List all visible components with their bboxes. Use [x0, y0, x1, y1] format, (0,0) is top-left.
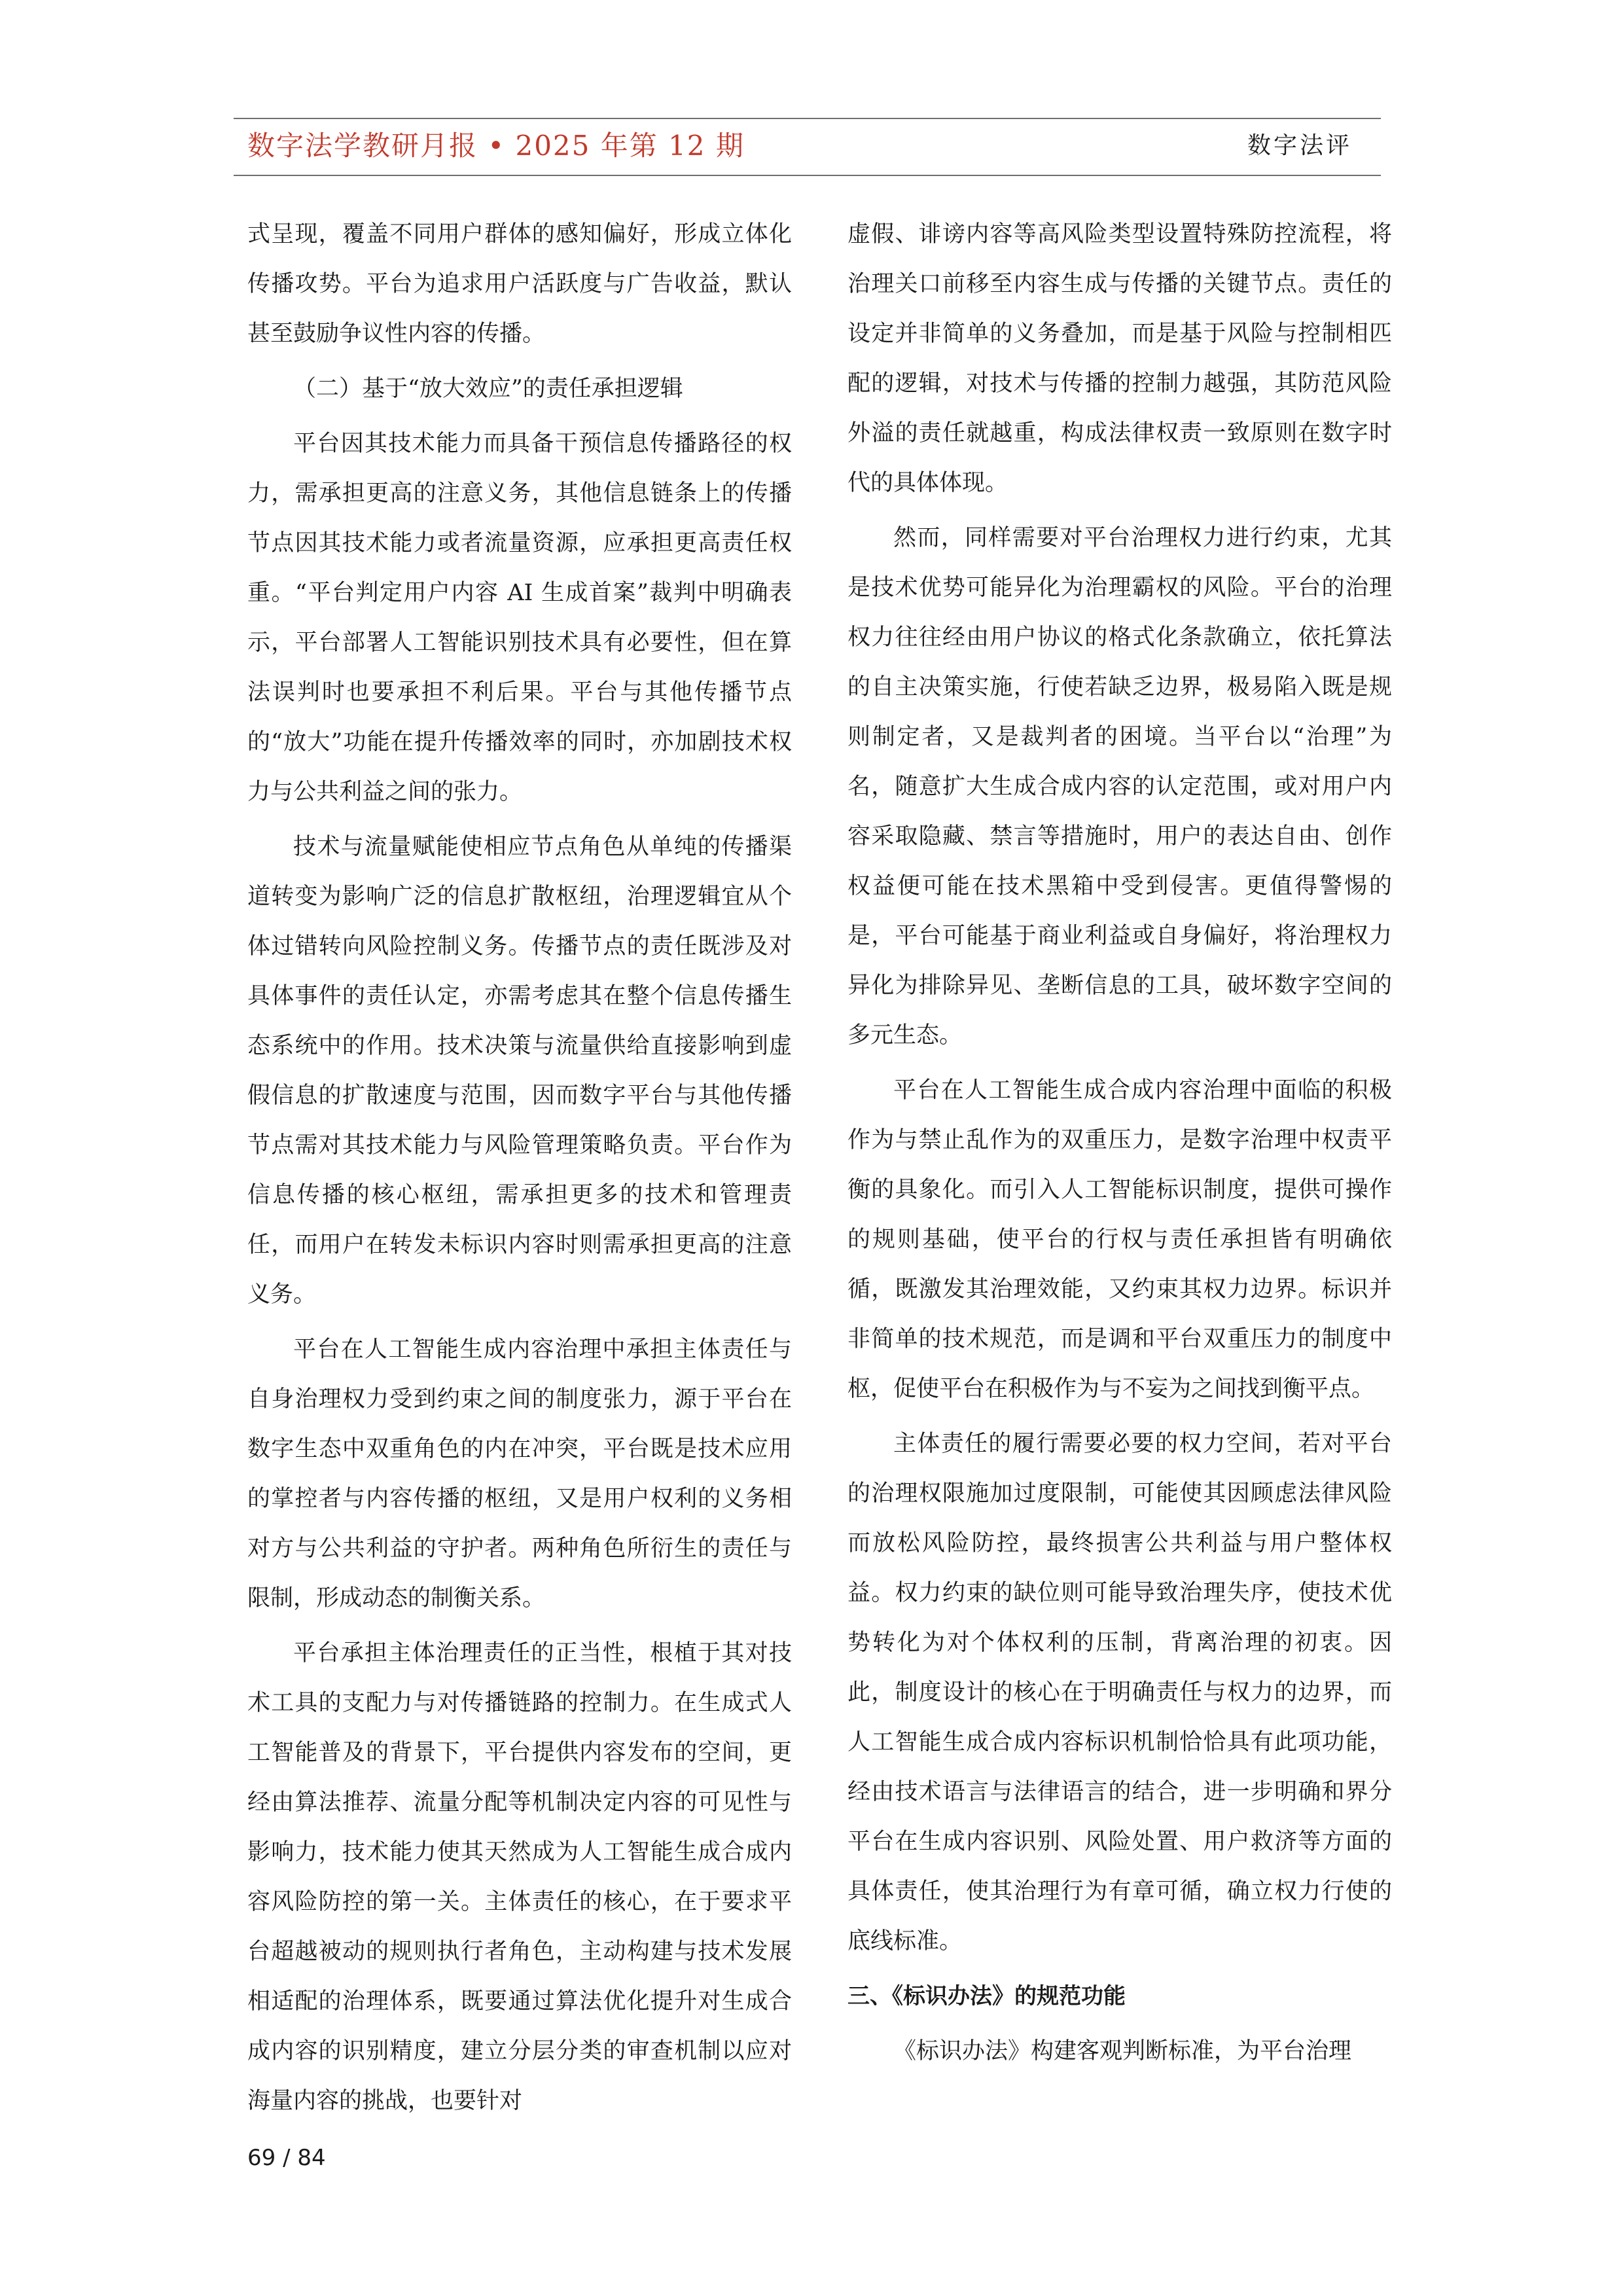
paragraph: 虚假、诽谤内容等高风险类型设置特殊防控流程，将治理关口前移至内容生成与传播的关键节点。责任的设定并非简单的义务叠加，而是基于风险与控制相匹配的逻辑，对技术与传播的控制力越强，其防范风险外溢的责任就越重，构成法律权责一致原则在数字时代的具体体现。: [847, 221, 1392, 496]
paragraph: 然而，同样需要对平台治理权力进行约束，尤其是技术优势可能异化为治理霸权的风险。平台的治理权力往往经由用户协议的格式化条款确立，依托算法的自主决策实施，行使若缺乏边界，极易陷入既是规则制定者，又是裁判者的困境。当平台以“治理”为名，随意扩大生成合成内容的认定范围，或对用户内容采取隐藏、禁言等措施时，用户的表达自由、创作权益便可能在技术黑箱中受到侵害。更值得警惕的是，平台可能基于商业利益或自身偏好，将治理权力异化为排除异见、垄断信息的工具，破坏数字空间的多元生态。: [847, 525, 1392, 1049]
paragraph: 平台承担主体治理责任的正当性，根植于其对技术工具的支配力与对传播链路的控制力。在生成式人工智能普及的背景下，平台提供内容发布的空间，更经由算法推荐、流量分配等机制决定内容的可见性与影响力，技术能力使其天然成为人工智能生成合成内容风险防控的第一关。主体责任的核心，在于要求平台超越被动的规则执行者角色，主动构建与技术发展相适配的治理体系，既要通过算法优化提升对生成合成内容的识别精度，建立分层分类的审查机制以应对海量内容的挑战，也要针对: [247, 1640, 792, 2114]
header-rule-top: [234, 118, 1381, 119]
paragraph: 式呈现，覆盖不同用户群体的感知偏好，形成立体化传播攻势。平台为追求用户活跃度与广告收益，默认甚至鼓励争议性内容的传播。: [247, 221, 792, 347]
section-heading: 三、《标识办法》的规范功能: [847, 1983, 1126, 2009]
paragraph: 平台在人工智能生成合成内容治理中面临的积极作为与禁止乱作为的双重压力，是数字治理中权责平衡的具象化。而引入人工智能标识制度，提供可操作的规则基础，使平台的行权与责任承担皆有明确依循，既激发其治理效能，又约束其权力边界。标识并非简单的技术规范，而是调和平台双重压力的制度中枢，促使平台在积极作为与不妄为之间找到衡平点。: [847, 1077, 1392, 1402]
paragraph: 《标识办法》构建客观判断标准，为平台治理: [893, 2038, 1352, 2064]
section-name: 数字法评: [1247, 132, 1353, 159]
paragraph: 平台在人工智能生成内容治理中承担主体责任与自身治理权力受到约束之间的制度张力，源于平台在数字生态中双重角色的内在冲突，平台既是技术应用的掌控者与内容传播的枢纽，又是用户权利的义务相对方与公共利益的守护者。两种角色所衍生的责任与限制，形成动态的制衡关系。: [247, 1336, 792, 1611]
subheading: （二）基于“放大效应”的责任承担逻辑: [293, 376, 683, 402]
paragraph: 平台因其技术能力而具备干预信息传播路径的权力，需承担更高的注意义务，其他信息链条上的传播节点因其技术能力或者流量资源，应承担更高责任权重。“平台判定用户内容 AI 生成首案”裁判中明确表示，平台部署人工智能识别技术具有必要性，但在算法误判时也要承担不利后果。平台与其他传播节点的“放大”功能在提升传播效率的同时，亦加剧技术权力与公共利益之间的张力。: [247, 431, 792, 805]
left-column: [247, 209, 792, 2131]
right-column: [847, 209, 1392, 2081]
journal-title: 数字法学教研月报 • 2025 年第 12 期: [247, 130, 745, 162]
page-number: 69 / 84: [247, 2145, 326, 2171]
header-rule-bottom: [234, 175, 1381, 176]
paragraph: 技术与流量赋能使相应节点角色从单纯的传播渠道转变为影响广泛的信息扩散枢纽，治理逻辑宜从个体过错转向风险控制义务。传播节点的责任既涉及对具体事件的责任认定，亦需考虑其在整个信息传播生态系统中的作用。技术决策与流量供给直接影响到虚假信息的扩散速度与范围，因而数字平台与其他传播节点需对其技术能力与风险管理策略负责。平台作为信息传播的核心枢纽，需承担更多的技术和管理责任，而用户在转发未标识内容时则需承担更高的注意义务。: [247, 834, 792, 1308]
paragraph: 主体责任的履行需要必要的权力空间，若对平台的治理权限施加过度限制，可能使其因顾虑法律风险而放松风险防控，最终损害公共利益与用户整体权益。权力约束的缺位则可能导致治理失序，使技术优势转化为对个体权利的压制，背离治理的初衷。因此，制度设计的核心在于明确责任与权力的边界，而人工智能生成合成内容标识机制恰恰具有此项功能，经由技术语言与法律语言的结合，进一步明确和界分平台在生成内容识别、风险处置、用户救济等方面的具体责任，使其治理行为有章可循，确立权力行使的底线标准。: [847, 1431, 1392, 1954]
